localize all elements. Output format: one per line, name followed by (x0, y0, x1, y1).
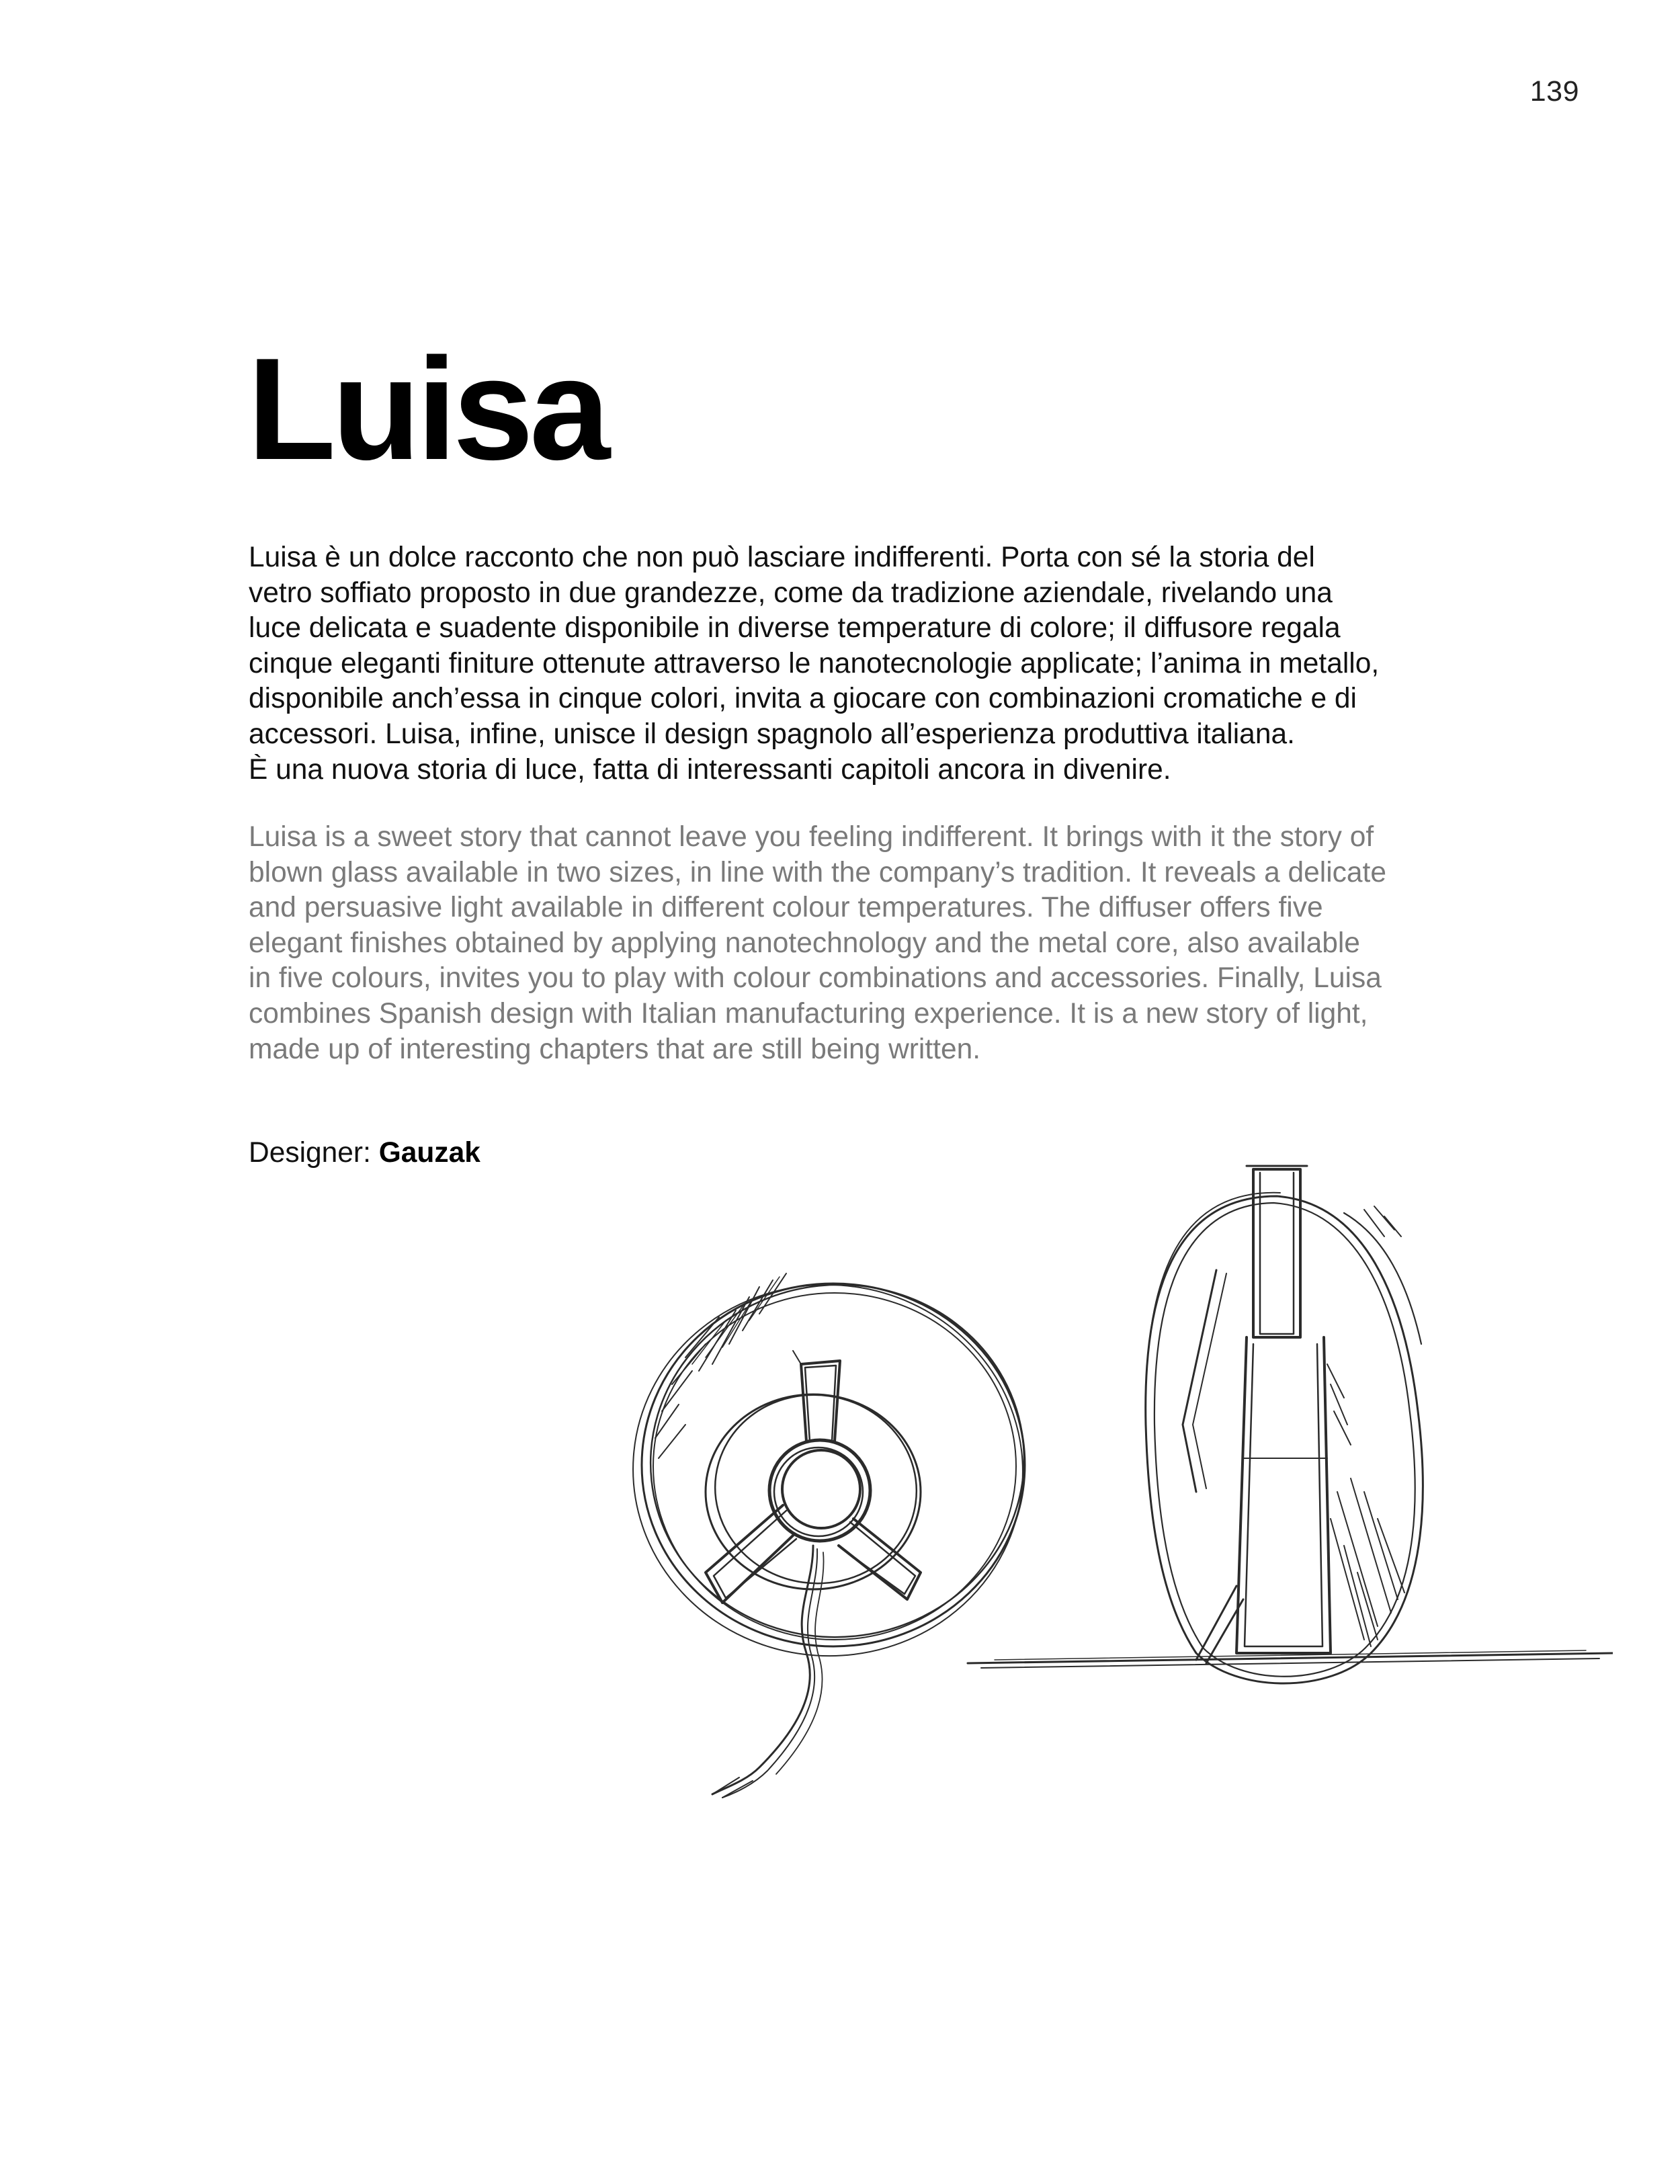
side-view-sketch (968, 1166, 1613, 1683)
page-number: 139 (1529, 75, 1579, 108)
description-italian: Luisa è un dolce racconto che non può lasciare indifferenti. Porta con sé la storia del vetro soffiato proposto in due grandezze, come da tradizione aziendale, rivelando una luce delicata e suadente disponibile in diverse temperature di colore; il diffusore regala cinque eleganti finiture ottenute attraverso le nanotecnologie applicate; l’anima in metallo, disponibile anch’essa in cinque colori, invita a giocare con combinazioni cromatiche e di accessori. Luisa, infine, unisce il design spagnolo all’esperienza produttiva italiana. È una nuova storia di luce, fatta di interessanti capitoli ancora in divenire. (249, 542, 1380, 786)
front-view-sketch (620, 1266, 1041, 1798)
description-english: Luisa is a sweet story that cannot leave you feeling indifferent. It brings with it the story of blown glass available in two sizes, in line with the company’s tradition. It reveals a delicate and persuasive light available in different colour temperatures. The diffuser offers five elegant finishes obtained by applying nanotechnology and the metal core, also available in five colours, invites you to play with colour combinations and accessories. Finally, Luisa combines Spanish design with Italian manufacturing experience. It is a new story of light, made up of interesting chapters that are still being written. (249, 821, 1387, 1065)
designer-label: Designer: (249, 1137, 371, 1169)
designer-name: Gauzak (378, 1137, 480, 1169)
lamp-sketch-illustration (591, 1142, 1613, 1895)
designer-credit (249, 1137, 480, 1169)
page-title: Luisa (247, 327, 607, 490)
